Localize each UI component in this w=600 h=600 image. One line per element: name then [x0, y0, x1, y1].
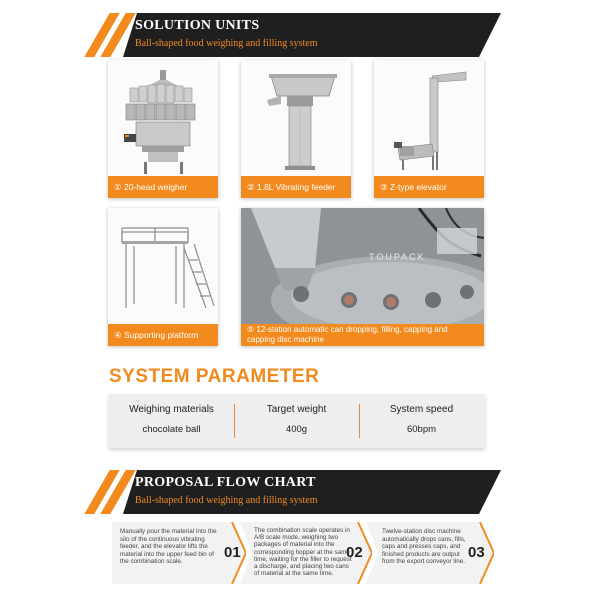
parameter-title: SYSTEM PARAMETER	[109, 366, 320, 387]
unit-card-feeder	[241, 60, 351, 198]
unit-caption: ③ Z-type elevator	[374, 176, 484, 198]
parameter-column	[234, 394, 359, 448]
step-text-line: caps and presses caps, and	[382, 543, 461, 551]
weigher-photo	[108, 60, 218, 176]
unit-card-disc-machine	[241, 208, 484, 346]
step-text-line: time, waiting for the filler to request	[254, 555, 352, 563]
step-description	[382, 528, 478, 566]
step-text-line: Twelve-station disc machine	[382, 528, 461, 535]
step-text-line: finished products are output	[382, 550, 460, 558]
solution-units-banner	[97, 13, 501, 57]
elevator-photo	[374, 60, 484, 176]
step-number: 02	[346, 544, 363, 561]
step-text-line: The combination scale operates in	[254, 527, 350, 534]
step-text-line: corresponding hopper at the same	[254, 548, 350, 556]
step-description	[120, 528, 220, 566]
step-number: 01	[224, 544, 241, 561]
step-text-line: from the export conveyor line.	[382, 558, 465, 566]
step-text-line: A/B scale mode, weighing two	[254, 534, 339, 542]
elevator-illustration	[374, 60, 484, 176]
step-text-line: feeder, and the elevator lifts the	[120, 543, 208, 551]
watermark-text: TOUPACK	[369, 252, 426, 262]
unit-caption: ① 20-head weigher	[108, 176, 218, 198]
step-text-line: silo of the continuous vibrating	[120, 535, 205, 543]
step-text-line: Manually pour the material into the	[120, 528, 217, 535]
step-text-line: the combination scale.	[120, 558, 183, 566]
parameter-header: Target weight	[266, 404, 327, 415]
parameter-value: chocolate ball	[142, 424, 201, 435]
platform-illustration	[108, 208, 218, 324]
section-title: PROPOSAL FLOW CHART	[135, 475, 316, 490]
unit-caption: ④ Supporting platform	[108, 324, 218, 346]
weigher-illustration	[108, 60, 218, 176]
caption-line: capping disc machine	[247, 335, 324, 344]
step-text-line: automatically drops cans, fills,	[382, 535, 466, 543]
flow-chart-banner	[97, 470, 501, 514]
section-subtitle: Ball-shaped food weighing and filling system	[135, 495, 318, 506]
parameter-table	[109, 394, 485, 448]
parameter-value: 400g	[285, 424, 308, 435]
unit-card-weigher	[108, 60, 218, 198]
flow-step-2	[240, 522, 372, 584]
flow-step-3	[366, 522, 494, 584]
disc-machine-illustration	[241, 208, 484, 324]
disc-machine-photo	[241, 208, 484, 324]
unit-caption	[241, 324, 484, 346]
flow-step-1	[112, 522, 246, 584]
unit-card-elevator	[374, 60, 484, 198]
unit-card-platform	[108, 208, 218, 346]
section-subtitle: Ball-shaped food weighing and filling system	[135, 38, 318, 49]
parameter-value: 60bpm	[406, 424, 437, 435]
parameter-column	[109, 394, 234, 448]
parameter-header: Weighing materials	[129, 404, 214, 415]
step-description	[254, 527, 354, 577]
platform-photo	[108, 208, 218, 324]
step-text-line: of material at the same time.	[254, 570, 334, 578]
step-text-line: a discharge, and placing two cans	[254, 563, 349, 571]
parameter-header: System speed	[389, 404, 454, 415]
step-text-line: packages of material into the	[254, 541, 335, 549]
section-title: SOLUTION UNITS	[135, 18, 260, 33]
step-text-line: material into the upper feed bin of	[120, 550, 214, 558]
caption-line: ⑤ 12-station automatic can dropping, filling, capping and	[247, 325, 448, 334]
step-number: 03	[468, 544, 485, 561]
feeder-photo	[241, 60, 351, 176]
unit-caption: ② 1.8L Vibrating feeder	[241, 176, 351, 198]
feeder-illustration	[241, 60, 351, 176]
parameter-column	[359, 394, 484, 448]
